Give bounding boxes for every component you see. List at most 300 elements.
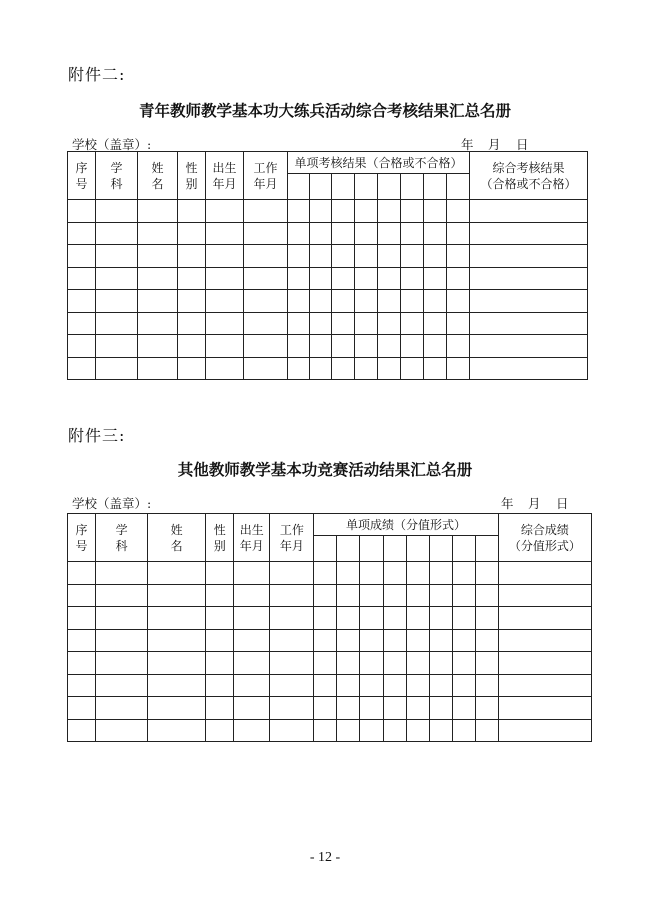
table-cell — [475, 629, 498, 652]
table-cell — [68, 222, 96, 245]
table-cell — [498, 629, 591, 652]
table-cell — [337, 674, 360, 697]
single-result-subcell — [401, 174, 424, 200]
table-cell — [234, 719, 270, 742]
table-cell — [244, 200, 288, 223]
table-cell — [475, 719, 498, 742]
single-score-subcell — [429, 536, 452, 562]
table-cell — [406, 584, 429, 607]
table-cell — [96, 652, 148, 675]
table-cell — [96, 312, 138, 335]
page-number: - 12 - — [309, 850, 341, 865]
table-cell — [244, 290, 288, 313]
table-cell — [148, 674, 206, 697]
table-cell — [270, 629, 314, 652]
table-cell — [148, 584, 206, 607]
attachment-3-year-label: 年 — [501, 496, 514, 511]
table-cell — [206, 719, 234, 742]
table-cell — [378, 335, 401, 358]
table-cell — [234, 674, 270, 697]
table-cell — [475, 584, 498, 607]
table-cell — [337, 697, 360, 720]
single-score-subcell — [314, 536, 337, 562]
table-cell — [138, 222, 178, 245]
table-cell — [424, 200, 447, 223]
table-cell — [355, 200, 378, 223]
table-cell — [355, 357, 378, 380]
table-cell — [206, 335, 244, 358]
table-cell — [470, 357, 588, 380]
table-cell — [96, 267, 138, 290]
table-cell — [178, 312, 206, 335]
header-work: 工作 年月 — [270, 514, 314, 562]
table-cell — [68, 697, 96, 720]
header-overall-result: 综合考核结果 （合格或不合格） — [470, 152, 588, 200]
header-name: 姓 名 — [138, 152, 178, 200]
table-row — [68, 290, 588, 313]
table-cell — [447, 200, 470, 223]
table-cell — [96, 629, 148, 652]
table-cell — [206, 222, 244, 245]
table-cell — [234, 652, 270, 675]
table-cell — [244, 335, 288, 358]
table-cell — [383, 697, 406, 720]
header-birth: 出生 年月 — [234, 514, 270, 562]
table-cell — [383, 652, 406, 675]
table-cell — [68, 245, 96, 268]
attachment-3-label: 附件三: — [68, 426, 126, 445]
table-cell — [234, 607, 270, 630]
table-cell — [206, 697, 234, 720]
table-cell — [96, 245, 138, 268]
single-result-subcell — [355, 174, 378, 200]
table-cell — [470, 245, 588, 268]
single-score-subcell — [406, 536, 429, 562]
header-overall-score: 综合成绩 （分值形式） — [498, 514, 591, 562]
table-cell — [383, 719, 406, 742]
table-cell — [332, 357, 355, 380]
table-cell — [178, 357, 206, 380]
table-cell — [378, 245, 401, 268]
table-cell — [470, 335, 588, 358]
table-cell — [288, 200, 310, 223]
table-cell — [424, 245, 447, 268]
table-cell — [355, 290, 378, 313]
table-cell — [452, 584, 475, 607]
table-row — [68, 719, 592, 742]
table-cell — [360, 607, 383, 630]
table-cell — [244, 267, 288, 290]
table-cell — [244, 245, 288, 268]
header-gender: 性 别 — [178, 152, 206, 200]
attachment-2-table — [67, 151, 588, 380]
table-cell — [314, 562, 337, 585]
table-cell — [429, 629, 452, 652]
table-cell — [447, 357, 470, 380]
table-cell — [138, 312, 178, 335]
table-cell — [206, 245, 244, 268]
table-cell — [401, 312, 424, 335]
table-cell — [424, 312, 447, 335]
table-cell — [270, 584, 314, 607]
attachment-2-table-body — [68, 200, 588, 380]
header-work: 工作 年月 — [244, 152, 288, 200]
table-cell — [68, 719, 96, 742]
table-row — [68, 697, 592, 720]
table-row — [68, 200, 588, 223]
table-cell — [498, 674, 591, 697]
table-row — [68, 267, 588, 290]
table-cell — [360, 629, 383, 652]
table-cell — [378, 312, 401, 335]
table-cell — [234, 562, 270, 585]
table-row — [68, 312, 588, 335]
table-cell — [148, 697, 206, 720]
table-cell — [355, 312, 378, 335]
attachment-3-school-label: 学校（盖章）: — [72, 496, 152, 511]
table-cell — [68, 335, 96, 358]
table-cell — [310, 290, 332, 313]
table-cell — [96, 290, 138, 313]
table-cell — [310, 357, 332, 380]
table-cell — [406, 629, 429, 652]
table-cell — [447, 222, 470, 245]
table-cell — [96, 719, 148, 742]
table-cell — [244, 357, 288, 380]
table-cell — [337, 607, 360, 630]
table-cell — [337, 719, 360, 742]
table-cell — [96, 697, 148, 720]
table-cell — [270, 652, 314, 675]
table-cell — [178, 335, 206, 358]
table-cell — [401, 200, 424, 223]
attachment-3-day-label: 日 — [556, 496, 569, 511]
table-cell — [68, 629, 96, 652]
table-cell — [332, 245, 355, 268]
table-cell — [452, 674, 475, 697]
table-cell — [470, 222, 588, 245]
single-result-subcell — [424, 174, 447, 200]
table-cell — [332, 222, 355, 245]
single-score-subcell — [337, 536, 360, 562]
table-cell — [310, 245, 332, 268]
table-cell — [138, 200, 178, 223]
table-cell — [68, 584, 96, 607]
table-cell — [68, 674, 96, 697]
table-cell — [288, 245, 310, 268]
table-cell — [470, 200, 588, 223]
table-cell — [96, 222, 138, 245]
table-cell — [314, 674, 337, 697]
single-result-subcell — [288, 174, 310, 200]
table-cell — [178, 267, 206, 290]
table-cell — [383, 629, 406, 652]
header-subject: 学 科 — [96, 152, 138, 200]
table-cell — [148, 719, 206, 742]
table-row — [68, 335, 588, 358]
table-cell — [138, 357, 178, 380]
table-cell — [234, 697, 270, 720]
single-score-subcell — [383, 536, 406, 562]
table-cell — [206, 267, 244, 290]
table-cell — [424, 267, 447, 290]
table-cell — [360, 697, 383, 720]
table-cell — [288, 267, 310, 290]
table-cell — [148, 629, 206, 652]
table-cell — [206, 607, 234, 630]
table-cell — [401, 222, 424, 245]
attachment-2-label: 附件二: — [68, 65, 126, 84]
table-row — [68, 674, 592, 697]
table-cell — [332, 335, 355, 358]
table-cell — [424, 290, 447, 313]
attachment-2-header-row — [68, 152, 588, 174]
table-cell — [314, 697, 337, 720]
table-cell — [355, 335, 378, 358]
table-cell — [470, 312, 588, 335]
table-cell — [383, 562, 406, 585]
table-cell — [138, 245, 178, 268]
table-cell — [406, 652, 429, 675]
table-cell — [470, 290, 588, 313]
table-cell — [498, 697, 591, 720]
table-cell — [178, 222, 206, 245]
table-cell — [96, 357, 138, 380]
table-cell — [68, 267, 96, 290]
table-cell — [68, 290, 96, 313]
table-cell — [401, 357, 424, 380]
table-cell — [206, 562, 234, 585]
table-cell — [401, 267, 424, 290]
table-cell — [429, 562, 452, 585]
table-cell — [406, 562, 429, 585]
table-row — [68, 245, 588, 268]
table-cell — [401, 290, 424, 313]
single-result-subcell — [310, 174, 332, 200]
header-gender: 性 别 — [206, 514, 234, 562]
table-cell — [148, 652, 206, 675]
table-cell — [475, 562, 498, 585]
table-cell — [360, 719, 383, 742]
header-subject: 学 科 — [96, 514, 148, 562]
table-cell — [270, 719, 314, 742]
table-cell — [332, 267, 355, 290]
table-cell — [206, 312, 244, 335]
table-cell — [332, 312, 355, 335]
table-cell — [68, 652, 96, 675]
table-cell — [360, 674, 383, 697]
single-score-subcell — [475, 536, 498, 562]
table-cell — [138, 335, 178, 358]
table-cell — [355, 267, 378, 290]
table-cell — [475, 674, 498, 697]
table-cell — [96, 584, 148, 607]
table-cell — [68, 562, 96, 585]
table-cell — [429, 652, 452, 675]
table-cell — [355, 222, 378, 245]
table-cell — [378, 357, 401, 380]
table-cell — [314, 607, 337, 630]
table-cell — [337, 584, 360, 607]
table-cell — [206, 290, 244, 313]
table-cell — [96, 335, 138, 358]
table-cell — [288, 312, 310, 335]
table-cell — [68, 200, 96, 223]
header-seq: 序 号 — [68, 514, 96, 562]
table-cell — [288, 222, 310, 245]
table-cell — [288, 290, 310, 313]
table-cell — [452, 562, 475, 585]
table-cell — [406, 697, 429, 720]
table-cell — [360, 562, 383, 585]
table-cell — [452, 697, 475, 720]
table-cell — [310, 222, 332, 245]
table-cell — [470, 267, 588, 290]
table-cell — [206, 200, 244, 223]
table-row — [68, 222, 588, 245]
table-cell — [206, 674, 234, 697]
attachment-3-month-label: 月 — [528, 496, 541, 511]
table-cell — [452, 719, 475, 742]
table-cell — [498, 652, 591, 675]
table-cell — [429, 719, 452, 742]
table-cell — [378, 267, 401, 290]
table-cell — [270, 697, 314, 720]
table-cell — [383, 674, 406, 697]
table-cell — [355, 245, 378, 268]
single-score-subcell — [452, 536, 475, 562]
table-cell — [447, 267, 470, 290]
table-cell — [401, 245, 424, 268]
table-cell — [206, 357, 244, 380]
table-cell — [68, 607, 96, 630]
table-cell — [332, 290, 355, 313]
table-cell — [424, 357, 447, 380]
table-cell — [447, 245, 470, 268]
table-cell — [378, 290, 401, 313]
header-seq: 序 号 — [68, 152, 96, 200]
header-single-scores: 单项成绩（分值形式） — [314, 514, 498, 536]
attachment-2-month-label: 月 — [488, 137, 501, 152]
table-cell — [429, 584, 452, 607]
table-cell — [310, 335, 332, 358]
table-cell — [429, 674, 452, 697]
table-cell — [424, 335, 447, 358]
table-cell — [310, 312, 332, 335]
table-row — [68, 584, 592, 607]
table-cell — [234, 584, 270, 607]
table-cell — [178, 290, 206, 313]
table-cell — [314, 584, 337, 607]
table-cell — [378, 222, 401, 245]
table-cell — [406, 719, 429, 742]
table-cell — [310, 200, 332, 223]
table-cell — [429, 697, 452, 720]
attachment-2-day-label: 日 — [516, 137, 529, 152]
table-cell — [337, 562, 360, 585]
table-cell — [270, 607, 314, 630]
table-row — [68, 607, 592, 630]
table-cell — [310, 267, 332, 290]
table-cell — [138, 267, 178, 290]
table-cell — [68, 357, 96, 380]
attachment-2-year-label: 年 — [461, 137, 474, 152]
header-birth: 出生 年月 — [206, 152, 244, 200]
table-cell — [270, 674, 314, 697]
table-cell — [206, 584, 234, 607]
table-cell — [498, 584, 591, 607]
table-row — [68, 629, 592, 652]
table-cell — [424, 222, 447, 245]
table-row — [68, 562, 592, 585]
table-cell — [96, 674, 148, 697]
attachment-3-header-row — [68, 514, 592, 536]
table-cell — [475, 607, 498, 630]
table-cell — [96, 562, 148, 585]
table-cell — [498, 562, 591, 585]
table-cell — [314, 652, 337, 675]
table-cell — [452, 607, 475, 630]
table-cell — [452, 629, 475, 652]
table-cell — [332, 200, 355, 223]
table-cell — [378, 200, 401, 223]
table-cell — [206, 629, 234, 652]
table-cell — [178, 245, 206, 268]
table-cell — [337, 652, 360, 675]
table-cell — [206, 652, 234, 675]
single-result-subcell — [378, 174, 401, 200]
table-cell — [475, 697, 498, 720]
single-result-subcell — [332, 174, 355, 200]
single-score-subcell — [360, 536, 383, 562]
attachment-2-title: 青年教师教学基本功大练兵活动综合考核结果汇总名册 — [138, 102, 511, 120]
table-cell — [360, 652, 383, 675]
table-row — [68, 357, 588, 380]
header-single-results: 单项考核结果（合格或不合格） — [288, 152, 470, 174]
single-result-subcell — [447, 174, 470, 200]
table-cell — [314, 719, 337, 742]
table-cell — [270, 562, 314, 585]
table-cell — [447, 335, 470, 358]
table-cell — [498, 607, 591, 630]
attachment-3-title: 其他教师教学基本功竞赛活动结果汇总名册 — [177, 461, 473, 479]
table-cell — [475, 652, 498, 675]
table-cell — [360, 584, 383, 607]
table-cell — [178, 200, 206, 223]
table-cell — [148, 607, 206, 630]
attachment-2-school-label: 学校（盖章）: — [72, 137, 152, 152]
table-cell — [234, 629, 270, 652]
table-cell — [96, 200, 138, 223]
table-cell — [288, 357, 310, 380]
table-cell — [447, 290, 470, 313]
table-cell — [244, 312, 288, 335]
table-cell — [138, 290, 178, 313]
header-name: 姓 名 — [148, 514, 206, 562]
table-cell — [337, 629, 360, 652]
table-cell — [429, 607, 452, 630]
table-cell — [406, 674, 429, 697]
attachment-3-table — [67, 513, 592, 742]
table-cell — [314, 629, 337, 652]
table-cell — [447, 312, 470, 335]
table-cell — [383, 584, 406, 607]
attachment-3-table-body — [68, 562, 592, 742]
table-cell — [383, 607, 406, 630]
table-cell — [498, 719, 591, 742]
table-cell — [68, 312, 96, 335]
table-row — [68, 652, 592, 675]
